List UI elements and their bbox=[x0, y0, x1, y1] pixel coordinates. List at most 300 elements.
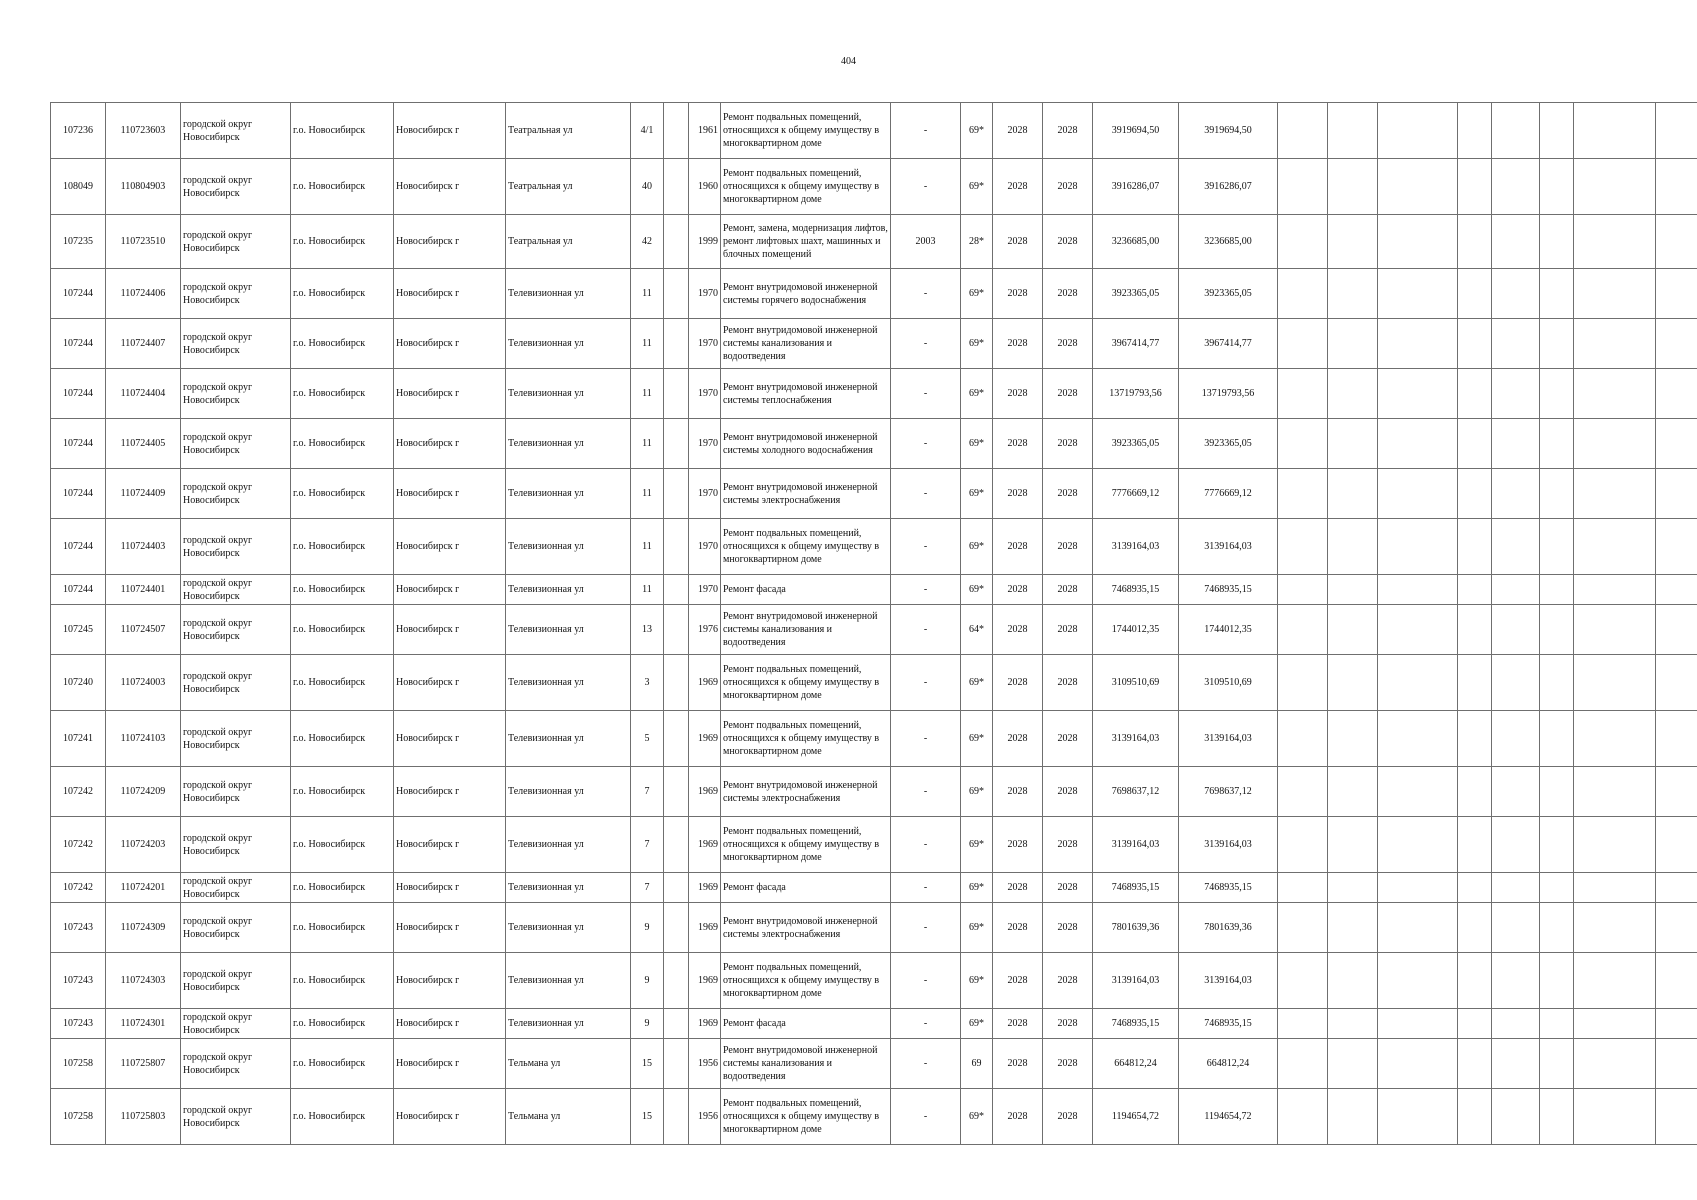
commission-year-cell: - bbox=[891, 269, 961, 319]
district-cell: городской округ Новосибирск bbox=[181, 419, 291, 469]
empty-cell bbox=[1458, 953, 1492, 1009]
plan-end-cell: 2028 bbox=[1043, 605, 1093, 655]
cost-cell: 3916286,07 bbox=[1093, 159, 1179, 215]
empty-cell bbox=[1458, 605, 1492, 655]
cost-fund-cell: 3916286,07 bbox=[1179, 159, 1278, 215]
district-cell: городской округ Новосибирск bbox=[181, 269, 291, 319]
street-cell: Телевизионная ул bbox=[506, 817, 631, 873]
plan-end-cell: 2028 bbox=[1043, 103, 1093, 159]
street-cell: Телевизионная ул bbox=[506, 575, 631, 605]
empty-cell bbox=[1656, 159, 1697, 215]
cost-cell: 7776669,12 bbox=[1093, 469, 1179, 519]
work-type-cell: Ремонт внутридомовой инженерной системы электроснабжения bbox=[721, 767, 891, 817]
empty-cell bbox=[1328, 605, 1378, 655]
table-row bbox=[51, 711, 1697, 767]
municipality-cell: г.о. Новосибирск bbox=[291, 319, 394, 369]
empty-cell bbox=[1328, 1039, 1378, 1089]
code-cell: 110724409 bbox=[106, 469, 181, 519]
empty-cell bbox=[1378, 575, 1458, 605]
table-row bbox=[51, 953, 1697, 1009]
empty-cell bbox=[1656, 469, 1697, 519]
empty-cell bbox=[1656, 103, 1697, 159]
locality-cell: Новосибирск г bbox=[394, 419, 506, 469]
year-cell: 1956 bbox=[689, 1039, 721, 1089]
year-cell: 1969 bbox=[689, 903, 721, 953]
empty-cell bbox=[1492, 369, 1540, 419]
empty-cell bbox=[1378, 469, 1458, 519]
empty-cell bbox=[1574, 419, 1656, 469]
work-type-cell: Ремонт подвальных помещений, относящихся к общему имуществу в многоквартирном доме bbox=[721, 655, 891, 711]
empty-cell bbox=[1378, 103, 1458, 159]
id-cell: 107245 bbox=[51, 605, 106, 655]
id-cell: 107235 bbox=[51, 215, 106, 269]
empty-cell bbox=[1458, 159, 1492, 215]
empty-cell bbox=[1540, 767, 1574, 817]
empty-cell bbox=[1656, 319, 1697, 369]
empty-cell bbox=[1574, 103, 1656, 159]
street-cell: Телевизионная ул bbox=[506, 519, 631, 575]
empty-cell bbox=[1278, 655, 1328, 711]
year-cell: 1970 bbox=[689, 269, 721, 319]
wear-cell: 69* bbox=[961, 419, 993, 469]
locality-cell: Новосибирск г bbox=[394, 605, 506, 655]
empty-cell bbox=[1328, 159, 1378, 215]
empty-cell bbox=[1656, 519, 1697, 575]
street-cell: Телевизионная ул bbox=[506, 873, 631, 903]
plan-end-cell: 2028 bbox=[1043, 419, 1093, 469]
empty-cell bbox=[1328, 319, 1378, 369]
cost-cell: 3923365,05 bbox=[1093, 269, 1179, 319]
empty-cell bbox=[1492, 903, 1540, 953]
empty-cell bbox=[1656, 1089, 1697, 1145]
code-cell: 110724406 bbox=[106, 269, 181, 319]
municipality-cell: г.о. Новосибирск bbox=[291, 215, 394, 269]
building-cell bbox=[664, 655, 689, 711]
empty-cell bbox=[1540, 419, 1574, 469]
cost-fund-cell: 7801639,36 bbox=[1179, 903, 1278, 953]
street-cell: Телевизионная ул bbox=[506, 953, 631, 1009]
empty-cell bbox=[1492, 767, 1540, 817]
empty-cell bbox=[1378, 519, 1458, 575]
empty-cell bbox=[1574, 159, 1656, 215]
municipality-cell: г.о. Новосибирск bbox=[291, 369, 394, 419]
commission-year-cell: - bbox=[891, 319, 961, 369]
empty-cell bbox=[1540, 817, 1574, 873]
empty-cell bbox=[1458, 319, 1492, 369]
empty-cell bbox=[1278, 1009, 1328, 1039]
cost-fund-cell: 3919694,50 bbox=[1179, 103, 1278, 159]
empty-cell bbox=[1492, 159, 1540, 215]
empty-cell bbox=[1328, 1089, 1378, 1145]
wear-cell: 69* bbox=[961, 1089, 993, 1145]
empty-cell bbox=[1656, 419, 1697, 469]
district-cell: городской округ Новосибирск bbox=[181, 159, 291, 215]
empty-cell bbox=[1574, 817, 1656, 873]
district-cell: городской округ Новосибирск bbox=[181, 873, 291, 903]
empty-cell bbox=[1492, 1039, 1540, 1089]
plan-end-cell: 2028 bbox=[1043, 903, 1093, 953]
id-cell: 107244 bbox=[51, 575, 106, 605]
code-cell: 110724404 bbox=[106, 369, 181, 419]
empty-cell bbox=[1458, 1089, 1492, 1145]
district-cell: городской округ Новосибирск bbox=[181, 655, 291, 711]
street-cell: Телевизионная ул bbox=[506, 605, 631, 655]
empty-cell bbox=[1574, 1039, 1656, 1089]
plan-end-cell: 2028 bbox=[1043, 1089, 1093, 1145]
code-cell: 110724301 bbox=[106, 1009, 181, 1039]
empty-cell bbox=[1540, 1039, 1574, 1089]
district-cell: городской округ Новосибирск bbox=[181, 1009, 291, 1039]
district-cell: городской округ Новосибирск bbox=[181, 469, 291, 519]
plan-end-cell: 2028 bbox=[1043, 519, 1093, 575]
empty-cell bbox=[1458, 1039, 1492, 1089]
empty-cell bbox=[1656, 903, 1697, 953]
empty-cell bbox=[1540, 519, 1574, 575]
table-row bbox=[51, 575, 1697, 605]
empty-cell bbox=[1492, 575, 1540, 605]
district-cell: городской округ Новосибирск bbox=[181, 519, 291, 575]
commission-year-cell: - bbox=[891, 605, 961, 655]
year-cell: 1970 bbox=[689, 419, 721, 469]
district-cell: городской округ Новосибирск bbox=[181, 575, 291, 605]
house-cell: 42 bbox=[631, 215, 664, 269]
work-type-cell: Ремонт подвальных помещений, относящихся к общему имуществу в многоквартирном доме bbox=[721, 817, 891, 873]
id-cell: 107244 bbox=[51, 269, 106, 319]
building-cell bbox=[664, 1039, 689, 1089]
cost-cell: 1194654,72 bbox=[1093, 1089, 1179, 1145]
cost-cell: 13719793,56 bbox=[1093, 369, 1179, 419]
locality-cell: Новосибирск г bbox=[394, 103, 506, 159]
district-cell: городской округ Новосибирск bbox=[181, 767, 291, 817]
empty-cell bbox=[1574, 469, 1656, 519]
empty-cell bbox=[1328, 711, 1378, 767]
cost-cell: 7468935,15 bbox=[1093, 575, 1179, 605]
work-type-cell: Ремонт подвальных помещений, относящихся к общему имуществу в многоквартирном доме bbox=[721, 711, 891, 767]
empty-cell bbox=[1540, 469, 1574, 519]
empty-cell bbox=[1574, 873, 1656, 903]
empty-cell bbox=[1328, 103, 1378, 159]
table-row bbox=[51, 1009, 1697, 1039]
building-cell bbox=[664, 159, 689, 215]
work-type-cell: Ремонт внутридомовой инженерной системы электроснабжения bbox=[721, 469, 891, 519]
code-cell: 110724507 bbox=[106, 605, 181, 655]
house-cell: 11 bbox=[631, 369, 664, 419]
work-type-cell: Ремонт внутридомовой инженерной системы горячего водоснабжения bbox=[721, 269, 891, 319]
wear-cell: 69* bbox=[961, 519, 993, 575]
municipality-cell: г.о. Новосибирск bbox=[291, 767, 394, 817]
empty-cell bbox=[1492, 319, 1540, 369]
plan-start-cell: 2028 bbox=[993, 767, 1043, 817]
cost-cell: 3139164,03 bbox=[1093, 711, 1179, 767]
empty-cell bbox=[1378, 215, 1458, 269]
municipality-cell: г.о. Новосибирск bbox=[291, 269, 394, 319]
empty-cell bbox=[1540, 159, 1574, 215]
district-cell: городской округ Новосибирск bbox=[181, 903, 291, 953]
empty-cell bbox=[1378, 953, 1458, 1009]
commission-year-cell: - bbox=[891, 711, 961, 767]
locality-cell: Новосибирск г bbox=[394, 1009, 506, 1039]
locality-cell: Новосибирск г bbox=[394, 1039, 506, 1089]
plan-end-cell: 2028 bbox=[1043, 817, 1093, 873]
table-row bbox=[51, 419, 1697, 469]
building-cell bbox=[664, 103, 689, 159]
work-type-cell: Ремонт фасада bbox=[721, 1009, 891, 1039]
code-cell: 110724303 bbox=[106, 953, 181, 1009]
empty-cell bbox=[1492, 711, 1540, 767]
empty-cell bbox=[1540, 103, 1574, 159]
locality-cell: Новосибирск г bbox=[394, 269, 506, 319]
empty-cell bbox=[1574, 575, 1656, 605]
district-cell: городской округ Новосибирск bbox=[181, 215, 291, 269]
work-type-cell: Ремонт подвальных помещений, относящихся к общему имуществу в многоквартирном доме bbox=[721, 159, 891, 215]
code-cell: 110724403 bbox=[106, 519, 181, 575]
year-cell: 1970 bbox=[689, 575, 721, 605]
empty-cell bbox=[1574, 605, 1656, 655]
district-cell: городской округ Новосибирск bbox=[181, 319, 291, 369]
municipality-cell: г.о. Новосибирск bbox=[291, 519, 394, 575]
empty-cell bbox=[1328, 953, 1378, 1009]
commission-year-cell: - bbox=[891, 953, 961, 1009]
plan-end-cell: 2028 bbox=[1043, 369, 1093, 419]
plan-start-cell: 2028 bbox=[993, 1089, 1043, 1145]
building-cell bbox=[664, 269, 689, 319]
district-cell: городской округ Новосибирск bbox=[181, 369, 291, 419]
table-row bbox=[51, 319, 1697, 369]
empty-cell bbox=[1540, 605, 1574, 655]
code-cell: 110724003 bbox=[106, 655, 181, 711]
locality-cell: Новосибирск г bbox=[394, 817, 506, 873]
wear-cell: 69* bbox=[961, 369, 993, 419]
cost-fund-cell: 7468935,15 bbox=[1179, 575, 1278, 605]
empty-cell bbox=[1540, 269, 1574, 319]
empty-cell bbox=[1458, 419, 1492, 469]
empty-cell bbox=[1458, 215, 1492, 269]
code-cell: 110723510 bbox=[106, 215, 181, 269]
street-cell: Телевизионная ул bbox=[506, 903, 631, 953]
year-cell: 1969 bbox=[689, 655, 721, 711]
empty-cell bbox=[1378, 1089, 1458, 1145]
empty-cell bbox=[1458, 269, 1492, 319]
locality-cell: Новосибирск г bbox=[394, 953, 506, 1009]
year-cell: 1970 bbox=[689, 519, 721, 575]
cost-cell: 664812,24 bbox=[1093, 1039, 1179, 1089]
table-row bbox=[51, 605, 1697, 655]
house-cell: 7 bbox=[631, 767, 664, 817]
wear-cell: 69* bbox=[961, 953, 993, 1009]
empty-cell bbox=[1278, 419, 1328, 469]
empty-cell bbox=[1458, 655, 1492, 711]
empty-cell bbox=[1492, 419, 1540, 469]
empty-cell bbox=[1656, 369, 1697, 419]
building-cell bbox=[664, 711, 689, 767]
empty-cell bbox=[1574, 319, 1656, 369]
empty-cell bbox=[1492, 817, 1540, 873]
municipality-cell: г.о. Новосибирск bbox=[291, 953, 394, 1009]
empty-cell bbox=[1656, 873, 1697, 903]
code-cell: 110724103 bbox=[106, 711, 181, 767]
plan-start-cell: 2028 bbox=[993, 1009, 1043, 1039]
empty-cell bbox=[1656, 953, 1697, 1009]
building-cell bbox=[664, 817, 689, 873]
cost-cell: 1744012,35 bbox=[1093, 605, 1179, 655]
table-row bbox=[51, 519, 1697, 575]
year-cell: 1961 bbox=[689, 103, 721, 159]
empty-cell bbox=[1278, 1089, 1328, 1145]
id-cell: 107242 bbox=[51, 817, 106, 873]
empty-cell bbox=[1574, 369, 1656, 419]
empty-cell bbox=[1574, 1089, 1656, 1145]
code-cell: 110724203 bbox=[106, 817, 181, 873]
table-row bbox=[51, 767, 1697, 817]
code-cell: 110725803 bbox=[106, 1089, 181, 1145]
table-row bbox=[51, 159, 1697, 215]
wear-cell: 69 bbox=[961, 1039, 993, 1089]
empty-cell bbox=[1278, 215, 1328, 269]
empty-cell bbox=[1574, 269, 1656, 319]
empty-cell bbox=[1378, 903, 1458, 953]
municipality-cell: г.о. Новосибирск bbox=[291, 419, 394, 469]
empty-cell bbox=[1540, 575, 1574, 605]
cost-cell: 3919694,50 bbox=[1093, 103, 1179, 159]
empty-cell bbox=[1378, 817, 1458, 873]
year-cell: 1970 bbox=[689, 469, 721, 519]
commission-year-cell: - bbox=[891, 767, 961, 817]
work-type-cell: Ремонт подвальных помещений, относящихся к общему имуществу в многоквартирном доме bbox=[721, 519, 891, 575]
locality-cell: Новосибирск г bbox=[394, 215, 506, 269]
cost-cell: 3109510,69 bbox=[1093, 655, 1179, 711]
commission-year-cell: - bbox=[891, 655, 961, 711]
empty-cell bbox=[1656, 711, 1697, 767]
wear-cell: 69* bbox=[961, 767, 993, 817]
cost-cell: 7698637,12 bbox=[1093, 767, 1179, 817]
house-cell: 4/1 bbox=[631, 103, 664, 159]
empty-cell bbox=[1278, 605, 1328, 655]
commission-year-cell: - bbox=[891, 419, 961, 469]
work-type-cell: Ремонт подвальных помещений, относящихся к общему имуществу в многоквартирном доме bbox=[721, 953, 891, 1009]
empty-cell bbox=[1656, 269, 1697, 319]
id-cell: 107242 bbox=[51, 767, 106, 817]
building-cell bbox=[664, 319, 689, 369]
municipality-cell: г.о. Новосибирск bbox=[291, 903, 394, 953]
municipality-cell: г.о. Новосибирск bbox=[291, 159, 394, 215]
building-cell bbox=[664, 903, 689, 953]
empty-cell bbox=[1278, 159, 1328, 215]
district-cell: городской округ Новосибирск bbox=[181, 1039, 291, 1089]
table-row bbox=[51, 903, 1697, 953]
plan-end-cell: 2028 bbox=[1043, 1009, 1093, 1039]
work-type-cell: Ремонт внутридомовой инженерной системы теплоснабжения bbox=[721, 369, 891, 419]
building-cell bbox=[664, 419, 689, 469]
commission-year-cell: - bbox=[891, 1039, 961, 1089]
empty-cell bbox=[1458, 767, 1492, 817]
municipality-cell: г.о. Новосибирск bbox=[291, 1039, 394, 1089]
house-cell: 5 bbox=[631, 711, 664, 767]
id-cell: 107241 bbox=[51, 711, 106, 767]
code-cell: 110724309 bbox=[106, 903, 181, 953]
empty-cell bbox=[1492, 215, 1540, 269]
commission-year-cell: - bbox=[891, 519, 961, 575]
cost-fund-cell: 3139164,03 bbox=[1179, 711, 1278, 767]
locality-cell: Новосибирск г bbox=[394, 319, 506, 369]
cost-fund-cell: 3109510,69 bbox=[1179, 655, 1278, 711]
empty-cell bbox=[1278, 469, 1328, 519]
building-cell bbox=[664, 953, 689, 1009]
empty-cell bbox=[1458, 519, 1492, 575]
plan-start-cell: 2028 bbox=[993, 953, 1043, 1009]
locality-cell: Новосибирск г bbox=[394, 655, 506, 711]
wear-cell: 69* bbox=[961, 1009, 993, 1039]
house-cell: 9 bbox=[631, 953, 664, 1009]
commission-year-cell: - bbox=[891, 903, 961, 953]
plan-start-cell: 2028 bbox=[993, 319, 1043, 369]
empty-cell bbox=[1492, 519, 1540, 575]
locality-cell: Новосибирск г bbox=[394, 873, 506, 903]
empty-cell bbox=[1540, 1009, 1574, 1039]
id-cell: 107258 bbox=[51, 1089, 106, 1145]
plan-start-cell: 2028 bbox=[993, 873, 1043, 903]
year-cell: 1956 bbox=[689, 1089, 721, 1145]
empty-cell bbox=[1328, 215, 1378, 269]
id-cell: 107244 bbox=[51, 319, 106, 369]
code-cell: 110724407 bbox=[106, 319, 181, 369]
empty-cell bbox=[1328, 519, 1378, 575]
empty-cell bbox=[1656, 767, 1697, 817]
empty-cell bbox=[1656, 1009, 1697, 1039]
street-cell: Телевизионная ул bbox=[506, 767, 631, 817]
empty-cell bbox=[1328, 817, 1378, 873]
work-type-cell: Ремонт внутридомовой инженерной системы канализования и водоотведения bbox=[721, 1039, 891, 1089]
building-cell bbox=[664, 605, 689, 655]
empty-cell bbox=[1328, 419, 1378, 469]
municipality-cell: г.о. Новосибирск bbox=[291, 817, 394, 873]
locality-cell: Новосибирск г bbox=[394, 159, 506, 215]
year-cell: 1969 bbox=[689, 711, 721, 767]
empty-cell bbox=[1328, 1009, 1378, 1039]
id-cell: 107244 bbox=[51, 419, 106, 469]
empty-cell bbox=[1328, 903, 1378, 953]
empty-cell bbox=[1378, 159, 1458, 215]
table-row bbox=[51, 215, 1697, 269]
municipality-cell: г.о. Новосибирск bbox=[291, 103, 394, 159]
cost-cell: 3923365,05 bbox=[1093, 419, 1179, 469]
wear-cell: 69* bbox=[961, 469, 993, 519]
empty-cell bbox=[1458, 369, 1492, 419]
empty-cell bbox=[1278, 817, 1328, 873]
building-cell bbox=[664, 469, 689, 519]
table-row bbox=[51, 269, 1697, 319]
id-cell: 107242 bbox=[51, 873, 106, 903]
id-cell: 107258 bbox=[51, 1039, 106, 1089]
code-cell: 110724405 bbox=[106, 419, 181, 469]
table-row bbox=[51, 103, 1697, 159]
cost-fund-cell: 7468935,15 bbox=[1179, 1009, 1278, 1039]
cost-cell: 3139164,03 bbox=[1093, 953, 1179, 1009]
locality-cell: Новосибирск г bbox=[394, 711, 506, 767]
empty-cell bbox=[1574, 1009, 1656, 1039]
empty-cell bbox=[1458, 817, 1492, 873]
empty-cell bbox=[1458, 873, 1492, 903]
street-cell: Телевизионная ул bbox=[506, 369, 631, 419]
empty-cell bbox=[1540, 655, 1574, 711]
plan-end-cell: 2028 bbox=[1043, 953, 1093, 1009]
year-cell: 1970 bbox=[689, 319, 721, 369]
table-row bbox=[51, 369, 1697, 419]
empty-cell bbox=[1378, 319, 1458, 369]
empty-cell bbox=[1278, 873, 1328, 903]
table-row bbox=[51, 1089, 1697, 1145]
empty-cell bbox=[1278, 903, 1328, 953]
street-cell: Телевизионная ул bbox=[506, 419, 631, 469]
